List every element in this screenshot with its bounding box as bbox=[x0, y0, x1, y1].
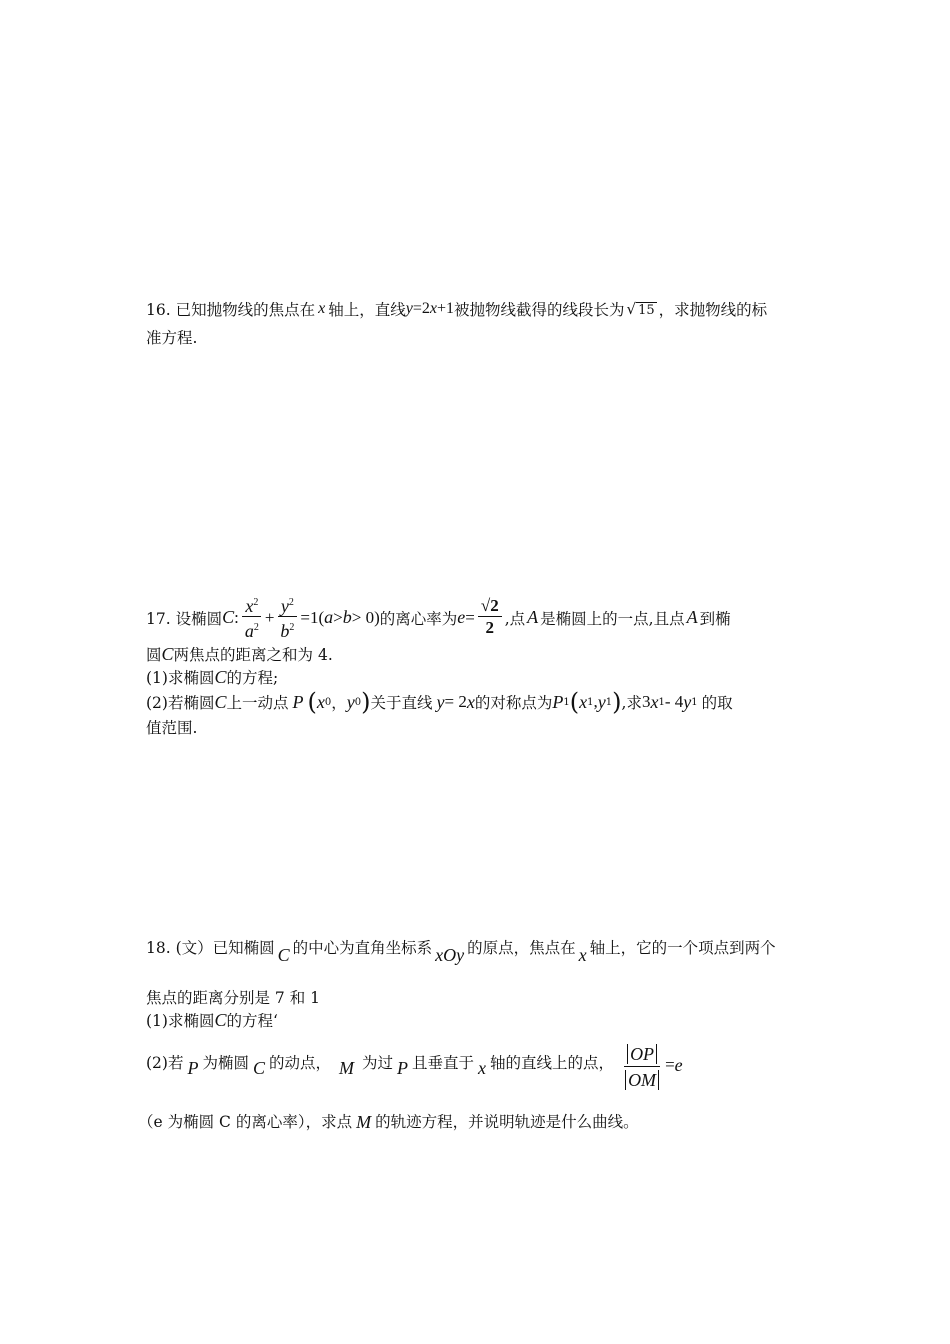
var-M: M bbox=[356, 1112, 372, 1132]
var-P1: P bbox=[552, 691, 564, 712]
frac-num: √2 bbox=[478, 596, 502, 617]
minus-4: - 4 bbox=[664, 692, 684, 711]
sqrt-15: √ 15 bbox=[626, 300, 655, 318]
q18-text: 的中心为直角坐标系 bbox=[292, 939, 433, 957]
q16-text: 轴上，直线 bbox=[328, 301, 406, 319]
q17-text: 是椭圆上的一点,且点 bbox=[540, 609, 685, 628]
eq-2: = 2 bbox=[444, 692, 467, 711]
var-C: C bbox=[161, 643, 174, 664]
q18-text: (1)求椭圆 bbox=[146, 1012, 215, 1030]
q18-text: 焦点的距离分别是 7 和 1 bbox=[146, 989, 321, 1007]
subscript-1: 1 bbox=[691, 696, 698, 708]
subscript-1: 1 bbox=[658, 696, 665, 708]
q17-text: (1)求椭圆 bbox=[146, 669, 215, 687]
q18-line-last bbox=[138, 1108, 639, 1133]
exp: 2 bbox=[288, 597, 294, 608]
var-x: x bbox=[318, 300, 326, 317]
var-e: e bbox=[674, 1055, 683, 1075]
q17-text: 圆 bbox=[146, 646, 162, 664]
frac-den bbox=[242, 617, 262, 642]
frac-den bbox=[277, 617, 297, 642]
var-x0: x bbox=[316, 691, 325, 712]
q17-line2 bbox=[146, 643, 333, 665]
den-a: a bbox=[244, 621, 254, 641]
q16-eq: =2 bbox=[412, 300, 430, 317]
subscript-0: 0 bbox=[354, 696, 362, 708]
q18-text: 的方程‘ bbox=[226, 1012, 278, 1030]
var-P: P bbox=[292, 691, 304, 712]
q18-part2 bbox=[146, 1042, 683, 1093]
comma: ， bbox=[331, 694, 347, 712]
exp: 2 bbox=[253, 622, 259, 633]
var-A: A bbox=[686, 607, 698, 627]
num-x: x bbox=[245, 596, 254, 616]
frac-num bbox=[278, 593, 297, 617]
q18-text: 且垂直于 bbox=[412, 1054, 475, 1072]
var-C: C bbox=[214, 666, 227, 687]
subscript-1: 1 bbox=[587, 696, 594, 708]
var-y0: y bbox=[346, 691, 355, 712]
q17-text: 上一动点 bbox=[226, 694, 289, 712]
var-x: x bbox=[578, 945, 587, 965]
frac-num bbox=[624, 1042, 660, 1067]
q18-text: 为过 bbox=[362, 1054, 394, 1072]
gt: > bbox=[333, 607, 343, 627]
var-b: b bbox=[342, 607, 352, 627]
q18-line2 bbox=[146, 986, 320, 1008]
q18-text: 的轨迹方程，并说明轨迹是什么曲线。 bbox=[375, 1112, 639, 1131]
eq: = bbox=[665, 1055, 675, 1074]
q17-line1 bbox=[146, 593, 731, 642]
q18-text: 为椭圆 bbox=[202, 1054, 249, 1072]
subscript-1: 1 bbox=[605, 696, 613, 708]
abs-OP: OP bbox=[627, 1044, 657, 1064]
var-A: A bbox=[527, 607, 539, 627]
q17-text: 的方程; bbox=[226, 669, 279, 687]
q16-line2 bbox=[146, 326, 197, 348]
var-P: P bbox=[187, 1058, 199, 1078]
q17-text: 值范围. bbox=[146, 719, 198, 737]
q17-text: 关于直线 bbox=[370, 694, 433, 712]
paren-close: ) bbox=[612, 688, 622, 716]
q17-text: ,求 bbox=[621, 694, 642, 712]
colon: : bbox=[234, 607, 239, 627]
var-M: M bbox=[339, 1058, 355, 1078]
paren-open: ( bbox=[569, 688, 580, 716]
q18-line1 bbox=[146, 936, 776, 965]
q17-text: 的取 bbox=[701, 694, 733, 712]
var-y: y bbox=[405, 300, 413, 317]
var-C: C bbox=[252, 1058, 265, 1078]
var-P: P bbox=[397, 1058, 409, 1078]
var-x: x bbox=[478, 1058, 487, 1078]
q16-text: 被抛物线截得的线段长为 bbox=[453, 301, 625, 319]
q16-text: ，求抛物线的标 bbox=[658, 301, 768, 319]
q18-text: （e 为椭圆 C 的离心率），求点 bbox=[138, 1112, 353, 1131]
var-C: C bbox=[222, 607, 235, 627]
paren-close: ) bbox=[361, 688, 371, 716]
var-C: C bbox=[214, 691, 227, 712]
q17-text: 的对称点为 bbox=[474, 694, 553, 712]
fraction-sqrt2-2 bbox=[478, 596, 502, 639]
q16-text: 16. 已知抛物线的焦点在 bbox=[146, 301, 316, 319]
q17-text: 到椭 bbox=[699, 609, 731, 628]
var-y1: y bbox=[683, 691, 692, 712]
q17-text: 的离心率为 bbox=[379, 609, 458, 628]
q17-line-last bbox=[146, 716, 197, 738]
var-e: e bbox=[457, 607, 466, 627]
q17-text: (2)若椭圆 bbox=[146, 694, 215, 712]
var-a: a bbox=[324, 607, 334, 627]
eq: = bbox=[465, 607, 475, 627]
fraction-y2-b2 bbox=[277, 593, 297, 642]
var-xOy: xOy bbox=[435, 945, 465, 965]
exp: 2 bbox=[289, 622, 295, 633]
q18-text: 18. (文）已知椭圆 bbox=[146, 939, 275, 957]
q17-text: 两焦点的距离之和为 4. bbox=[173, 646, 333, 664]
var-C: C bbox=[214, 1009, 227, 1030]
var-x1: x bbox=[650, 691, 659, 712]
subscript-1: 1 bbox=[563, 696, 570, 708]
q16-plus: +1 bbox=[436, 300, 454, 317]
var-C: C bbox=[277, 945, 290, 965]
gt0: > 0) bbox=[351, 607, 380, 627]
frac-den: 2 bbox=[485, 618, 495, 637]
q18-text: 的原点，焦点在 bbox=[467, 939, 576, 957]
fraction-x2-a2 bbox=[242, 593, 262, 642]
var-y1: y bbox=[597, 691, 606, 712]
q18-part1 bbox=[146, 1009, 278, 1031]
q17-text: 17. 设椭圆 bbox=[146, 609, 223, 628]
q17-text: ,点 bbox=[504, 609, 526, 628]
sqrt-radicand: 15 bbox=[638, 303, 655, 318]
var-x1: x bbox=[579, 691, 588, 712]
q18-text: (2)若 bbox=[146, 1054, 184, 1072]
comma: , bbox=[593, 692, 598, 711]
frac-num bbox=[242, 593, 261, 617]
exp: 2 bbox=[253, 597, 259, 608]
q16-text: 准方程. bbox=[146, 329, 198, 347]
abs-OM: OM bbox=[625, 1070, 659, 1090]
q18-text: 轴的直线上的点， bbox=[490, 1054, 615, 1072]
plus: + bbox=[264, 607, 275, 627]
num-y: y bbox=[280, 596, 289, 616]
q17-part2 bbox=[146, 688, 733, 716]
var-x: x bbox=[466, 691, 475, 712]
q16-line1 bbox=[146, 298, 767, 320]
var-y: y bbox=[436, 691, 445, 712]
fraction-op-om bbox=[622, 1042, 662, 1093]
q17-part1 bbox=[146, 666, 278, 688]
var-x: x bbox=[429, 300, 437, 317]
frac-den bbox=[622, 1067, 662, 1093]
subscript-0: 0 bbox=[324, 696, 332, 708]
den-b: b bbox=[280, 621, 290, 641]
paren-open: ( bbox=[307, 688, 317, 716]
q18-text: 的动点， bbox=[269, 1054, 332, 1072]
coef-3: 3 bbox=[641, 692, 651, 711]
q18-text: 轴上，它的一个项点到两个 bbox=[589, 939, 776, 957]
eq-cond: =1( bbox=[300, 607, 325, 627]
